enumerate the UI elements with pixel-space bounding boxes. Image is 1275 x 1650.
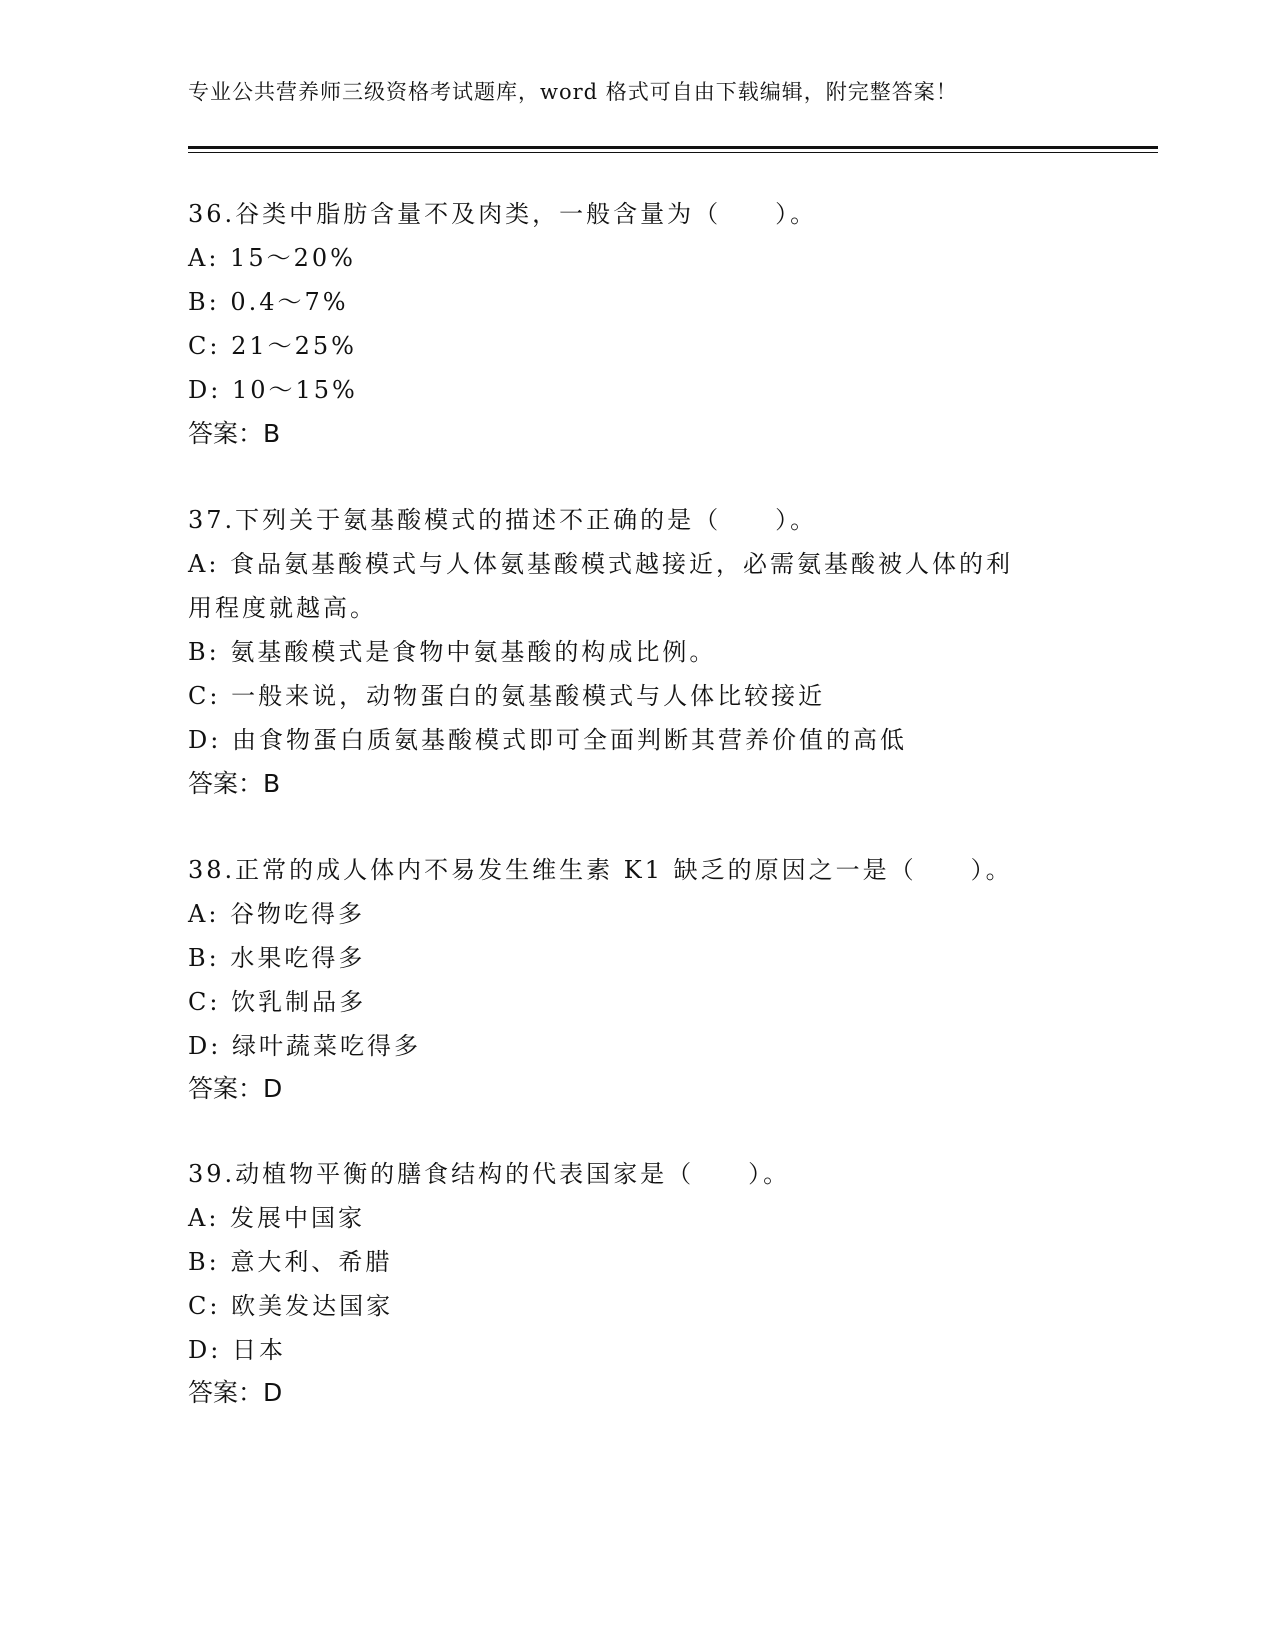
- question-38-option-a: A: 谷物吃得多: [188, 900, 366, 928]
- page-header: 专业公共营养师三级资格考试题库，word 格式可自由下载编辑，附完整答案！: [188, 80, 958, 104]
- question-39-option-a: A: 发展中国家: [188, 1204, 366, 1232]
- question-36-option-a: A: 15～20%: [188, 244, 356, 272]
- question-39-option-b: B: 意大利、希腊: [188, 1248, 393, 1276]
- question-36-option-b: B: 0.4～7%: [188, 288, 349, 316]
- question-37-option-a: A: 食品氨基酸模式与人体氨基酸模式越接近，必需氨基酸被人体的利: [188, 550, 1014, 578]
- question-38-option-c: C: 饮乳制品多: [188, 988, 367, 1016]
- question-36-answer: 答案：B: [188, 419, 281, 448]
- question-38-answer: 答案：D: [188, 1074, 283, 1103]
- question-37-option-c: C: 一般来说，动物蛋白的氨基酸模式与人体比较接近: [188, 682, 826, 710]
- question-39-answer: 答案：D: [188, 1378, 283, 1407]
- question-38-option-b: B: 水果吃得多: [188, 944, 366, 972]
- header-divider-thin: [188, 152, 1158, 153]
- question-36-stem: 36.谷类中脂肪含量不及肉类，一般含量为（ ）。: [188, 200, 818, 228]
- question-38-stem: 38.正常的成人体内不易发生维生素 K1 缺乏的原因之一是（ ）。: [188, 856, 1013, 884]
- header-divider-thick: [188, 146, 1158, 149]
- question-37-option-a-continued: 用程度就越高。: [188, 594, 377, 622]
- question-37-option-b: B: 氨基酸模式是食物中氨基酸的构成比例。: [188, 638, 717, 666]
- question-39-stem: 39.动植物平衡的膳食结构的代表国家是（ ）。: [188, 1160, 791, 1188]
- question-39-option-d: D: 日本: [188, 1336, 286, 1364]
- question-39-option-c: C: 欧美发达国家: [188, 1292, 394, 1320]
- question-38-option-d: D: 绿叶蔬菜吃得多: [188, 1032, 421, 1060]
- question-36-option-d: D: 10～15%: [188, 376, 358, 404]
- question-37-stem: 37.下列关于氨基酸模式的描述不正确的是（ ）。: [188, 506, 818, 534]
- question-37-option-d: D: 由食物蛋白质氨基酸模式即可全面判断其营养价值的高低: [188, 726, 907, 754]
- question-36-option-c: C: 21～25%: [188, 332, 357, 360]
- question-37-answer: 答案：B: [188, 769, 281, 798]
